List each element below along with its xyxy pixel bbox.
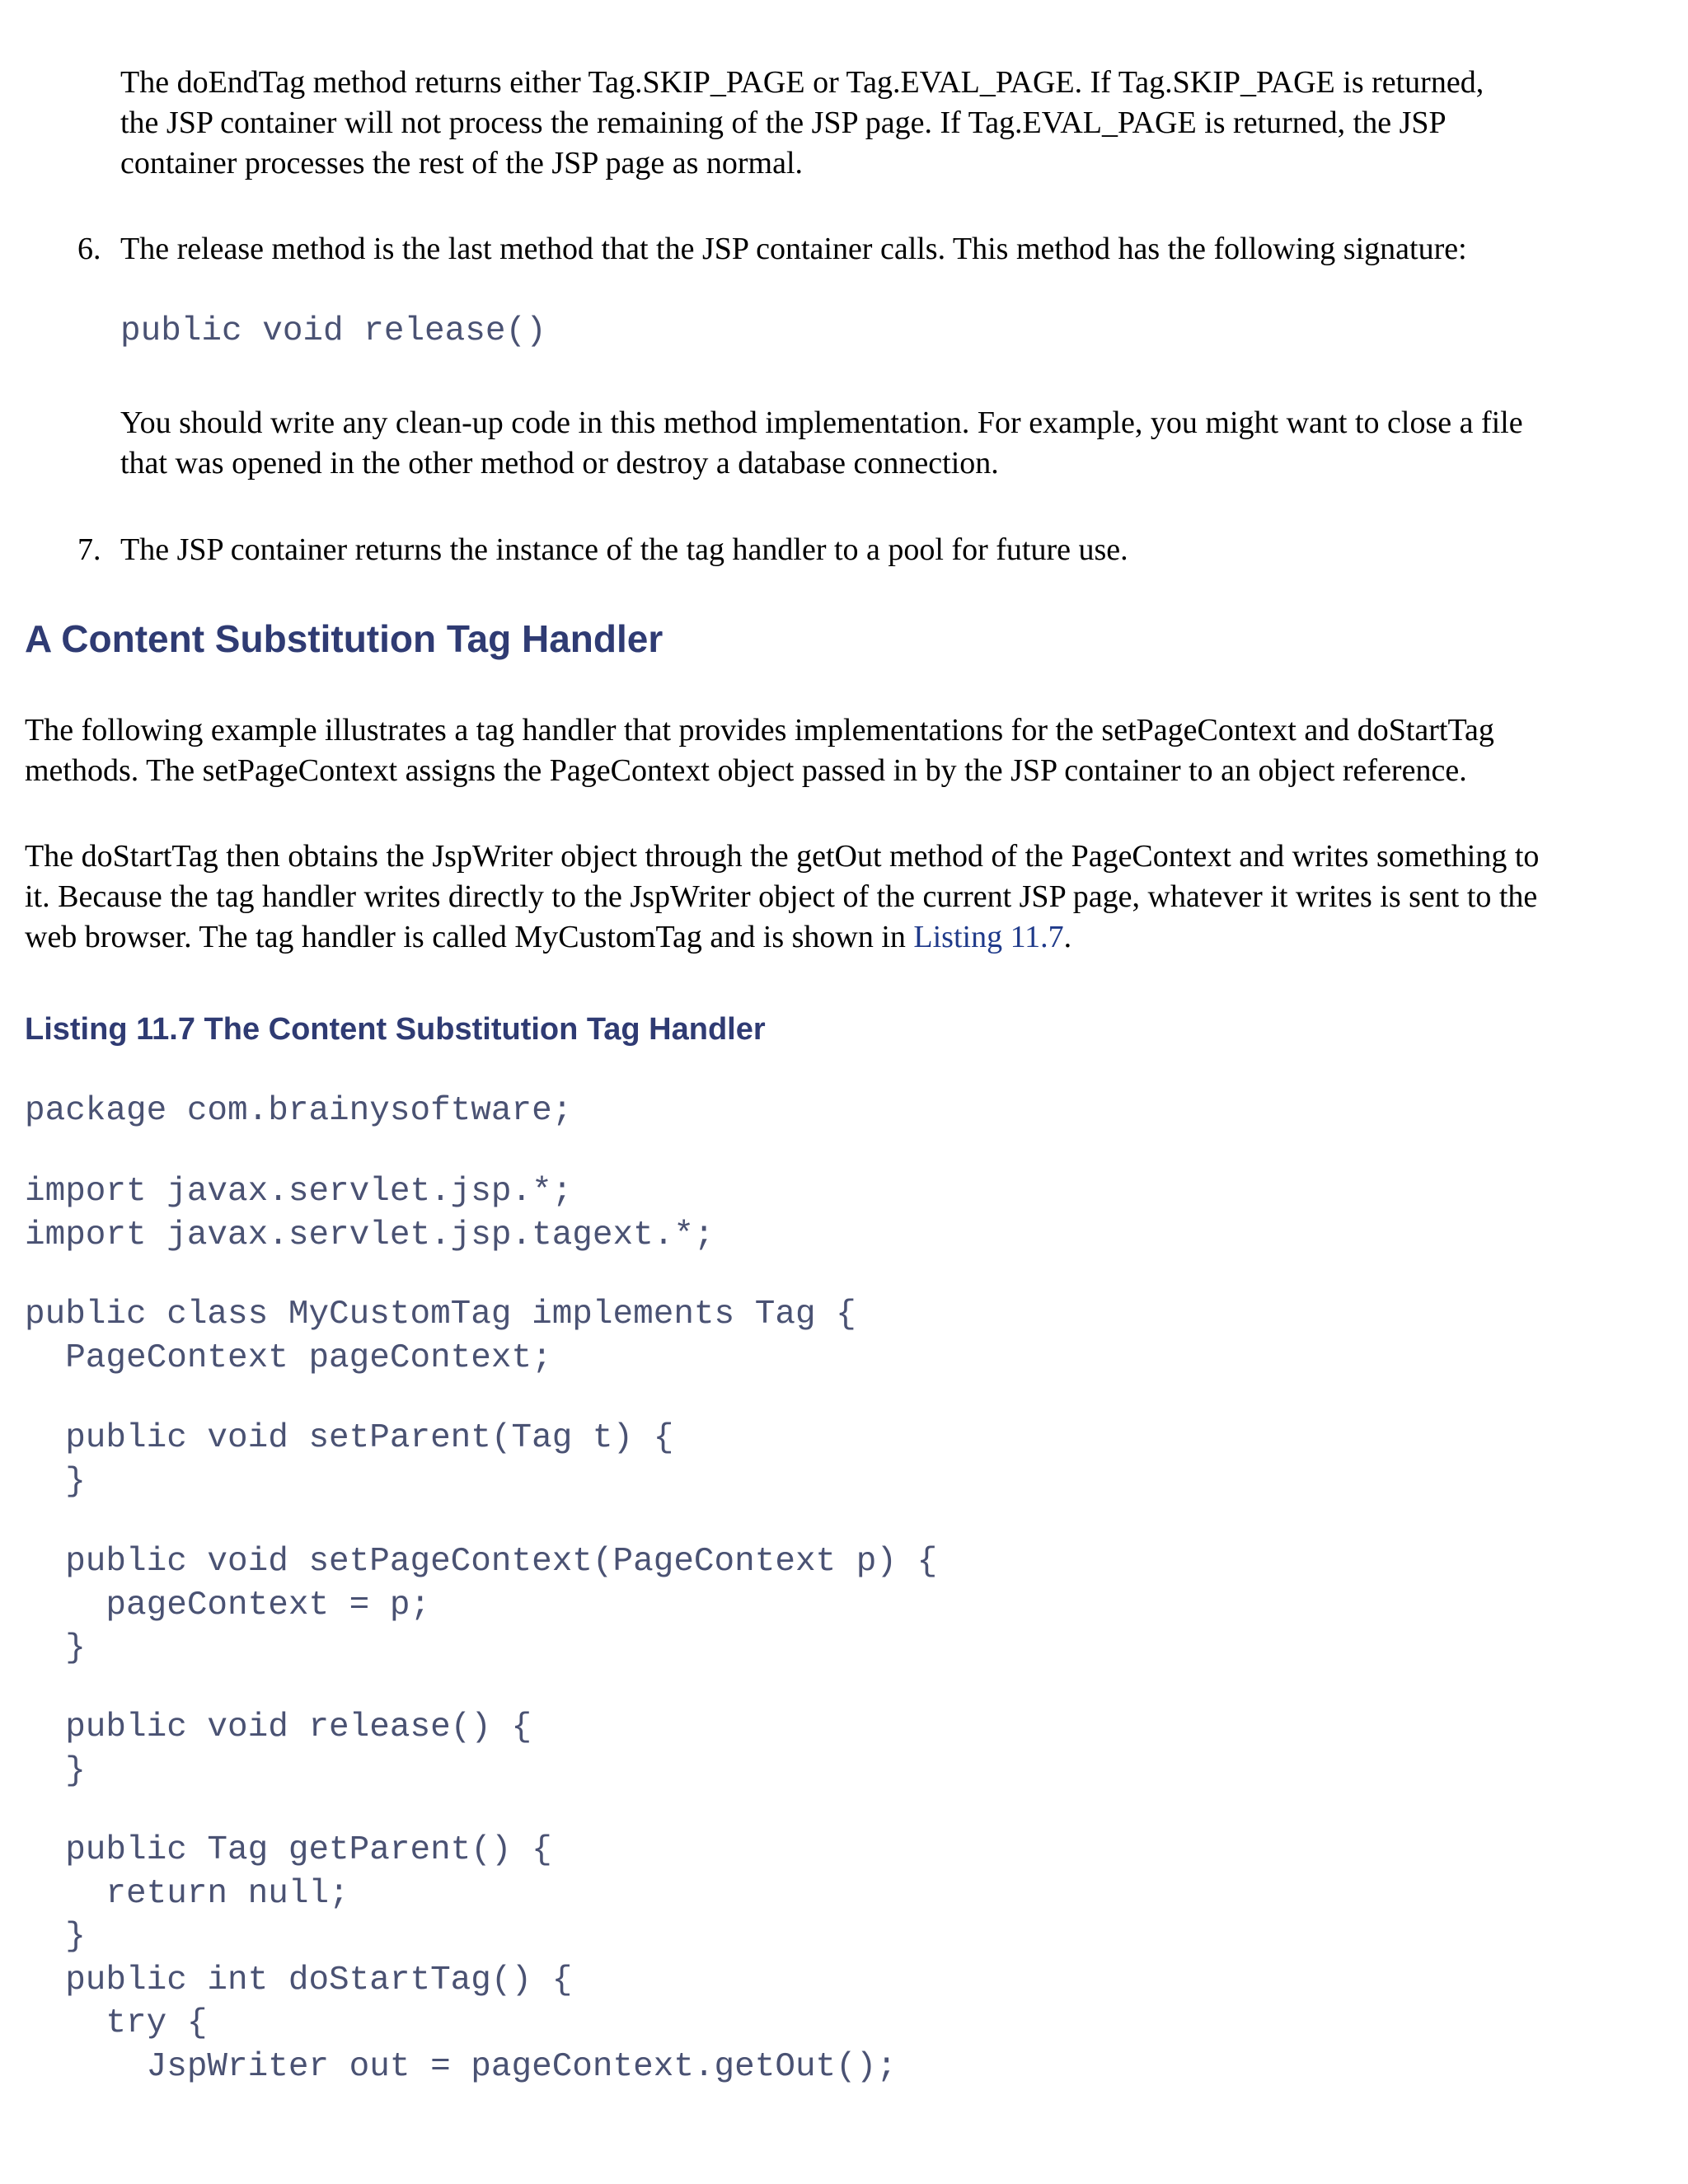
- code-class-declaration: public class MyCustomTag implements Tag { PageContext pageContext;: [25, 1296, 856, 1377]
- section-paragraph-2: The doStartTag then obtains the JspWriter object through the getOut method of the PageContext and writes something to it. Because the tag handler writes directly to the JspWriter object of the current JSP page, whatever it writes is sent to the web browser. The tag handler is called MyCustomTag and is shown in Listing 11.7.: [25, 839, 1540, 954]
- code-release: public void release() { }: [65, 1708, 532, 1790]
- listing-heading: Listing 11.7 The Content Substitution Tag Handler: [25, 1012, 766, 1047]
- item7-text: The JSP container returns the instance of the tag handler to a pool for future use.: [120, 532, 1128, 567]
- intro-paragraph: [120, 63, 1670, 184]
- section-paragraph-1: The following example illustrates a tag handler that provides implementations for the setPageContext and doStartTag methods. The setPageContext assigns the PageContext object passed in by the JSP container to an object reference.: [25, 713, 1494, 788]
- item6-followup-paragraph: You should write any clean-up code in this method implementation. For example, you might want to close a file that was opened in the other method or destroy a database connection.: [120, 405, 1523, 480]
- intro-line: the JSP container will not process the remaining of the JSP page. If Tag.EVAL_PAGE is returned, the JSP: [120, 105, 1447, 140]
- list-item-number: 6.: [77, 232, 101, 266]
- listing-11-7-link[interactable]: Listing 11.7: [913, 920, 1064, 954]
- intro-line: container processes the rest of the JSP page as normal.: [120, 146, 804, 180]
- code-set-page-context: public void setPageContext(PageContext p) { pageContext = p; }: [65, 1543, 938, 1667]
- item6-text: The release method is the last method that the JSP container calls. This method has the following signature:: [120, 232, 1467, 266]
- code-imports: import javax.servlet.jsp.*; import javax.servlet.jsp.tagext.*;: [25, 1173, 715, 1254]
- code-package: package com.brainysoftware;: [25, 1092, 573, 1130]
- code-get-parent-and-do-start-tag: public Tag getParent() { return null; } public int doStartTag() { try { JspWriter out = pageContext.getOut();: [65, 1831, 897, 2086]
- list-item-number: 7.: [77, 532, 101, 567]
- section-heading: A Content Substitution Tag Handler: [25, 617, 663, 660]
- code-set-parent: public void setParent(Tag t) { }: [65, 1419, 674, 1501]
- intro-line: The doEndTag method returns either Tag.SKIP_PAGE or Tag.EVAL_PAGE. If Tag.SKIP_PAGE is returned,: [120, 65, 1484, 100]
- release-signature-code: public void release(): [120, 312, 546, 350]
